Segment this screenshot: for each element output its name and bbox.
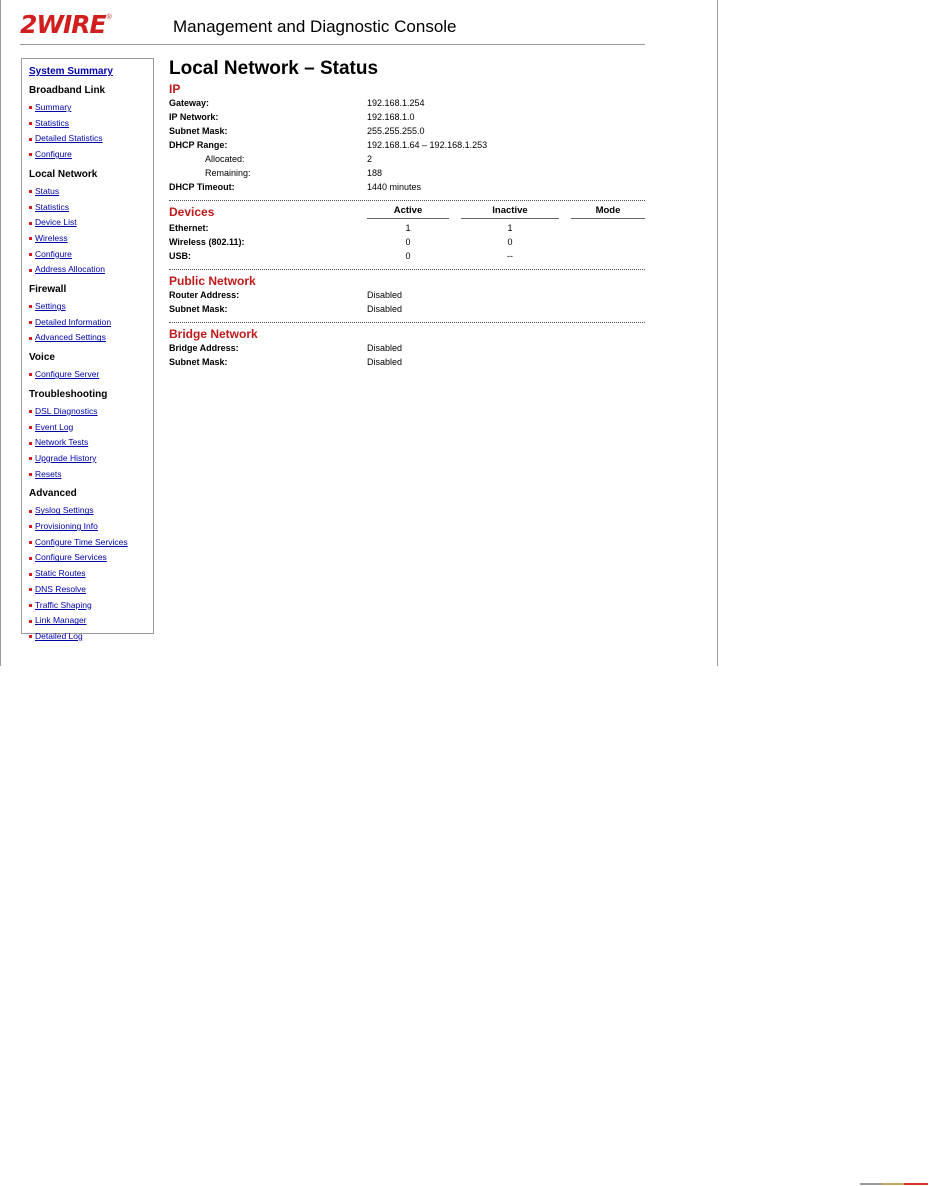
ip-details [169,96,645,194]
bullet-icon [29,557,32,560]
sidebar-section-title: Voice [29,352,55,364]
public-network-details [169,288,645,316]
field-label: DHCP Range: [169,140,228,150]
sidebar-item-link[interactable]: Statistics [35,117,70,128]
sidebar-section-title: Firewall [29,284,67,296]
bullet-icon [29,588,32,591]
sidebar-item [29,299,153,315]
bullet-icon [29,442,32,445]
bullet-icon [29,457,32,460]
sidebar-item-link[interactable]: Configure Services [35,552,107,563]
sidebar-item [29,467,153,483]
bullet-icon [29,269,32,272]
sidebar-item [29,131,153,147]
field-value: Disabled [367,290,403,300]
column-header-inactive: Inactive [461,205,559,219]
sidebar-item [29,550,153,566]
field-label: Allocated: [205,154,245,164]
sidebar-item-link[interactable]: Syslog Settings [35,505,94,516]
bullet-icon [29,138,32,141]
bullet-icon [29,321,32,324]
sidebar-item [29,247,153,263]
detail-row [169,302,645,316]
device-active-count: 0 [405,251,411,261]
bridge-network-details [169,341,645,369]
ip-row [169,180,645,194]
section-title-ip: IP [169,82,181,96]
field-label: Subnet Mask: [169,357,228,367]
bullet-icon [29,573,32,576]
device-type-label: Wireless (802.11): [169,237,245,247]
sidebar-item [29,200,153,216]
sidebar-item-link[interactable]: DNS Resolve [35,583,87,594]
sidebar-item [29,535,153,551]
sidebar-item-link[interactable]: Status [35,185,60,196]
bullet-icon [29,410,32,413]
bullet-icon [29,541,32,544]
sidebar-item-link[interactable]: Configure [35,149,72,160]
detail-row [169,288,645,302]
sidebar-item-link[interactable]: Upgrade History [35,452,97,463]
field-value: 2 [367,154,373,164]
column-header-mode: Mode [571,205,645,219]
sidebar-item [29,582,153,598]
field-value: Disabled [367,357,403,367]
sidebar-section-list [29,299,153,346]
field-label: Router Address: [169,290,240,300]
field-label: IP Network: [169,112,219,122]
sidebar-item-link[interactable]: Provisioning Info [35,521,98,532]
devices-table [169,221,645,263]
section-title-bridge-network: Bridge Network [169,327,258,341]
device-mode [571,249,645,263]
sidebar-section-title: Advanced [29,488,77,500]
sidebar-item-link[interactable]: Event Log [35,421,74,432]
detail-row [169,355,645,369]
bullet-icon [29,190,32,193]
device-inactive-count: 1 [507,223,513,233]
bullet-icon [29,237,32,240]
sidebar-section-list [29,100,153,163]
device-mode [571,235,645,249]
ip-row [169,96,645,110]
sidebar-item [29,215,153,231]
sidebar-item-link[interactable]: Advanced Settings [35,332,106,343]
device-inactive-count: -- [507,251,513,261]
sidebar-section-list [29,184,153,278]
field-value: 188 [367,168,383,178]
sidebar-item [29,315,153,331]
sidebar-item [29,503,153,519]
section-divider [169,322,645,323]
bullet-icon [29,373,32,376]
console-title: Management and Diagnostic Console [173,17,457,36]
field-label: Gateway: [169,98,210,108]
sidebar-item-link[interactable]: Detailed Information [35,316,112,327]
ip-row [169,166,645,180]
section-divider [169,200,645,201]
ip-row [169,138,645,152]
field-value: Disabled [367,343,403,353]
detail-row [169,341,645,355]
sidebar-section-list [29,367,153,383]
bullet-icon [29,222,32,225]
sidebar-item-link[interactable]: Configure Server [35,369,100,380]
main-content [169,58,645,369]
bullet-icon [29,426,32,429]
device-row [169,235,645,249]
console-frame [0,0,718,666]
field-label: Bridge Address: [169,343,239,353]
bullet-icon [29,604,32,607]
section-title-devices: Devices [169,205,215,219]
ip-row [169,110,645,124]
device-inactive-count: 0 [507,237,513,247]
sidebar-item [29,613,153,629]
header-divider [20,44,645,45]
sidebar-item [29,451,153,467]
device-type-label: Ethernet: [169,223,209,233]
sidebar-item-link[interactable]: Settings [35,301,66,312]
sidebar-item [29,566,153,582]
sidebar-item [29,231,153,247]
sidebar-item [29,262,153,278]
sidebar-item-link[interactable]: Static Routes [35,568,86,579]
field-value: 192.168.1.0 [367,112,415,122]
footer-bar-tan [882,1183,904,1185]
sidebar-item [29,100,153,116]
section-title-public-network: Public Network [169,274,256,288]
sidebar-item-link[interactable]: Resets [35,468,62,479]
sidebar-item [29,367,153,383]
field-label: DHCP Timeout: [169,182,235,192]
field-label: Remaining: [205,168,251,178]
sidebar-sections [29,85,153,645]
sidebar-section-title: Troubleshooting [29,388,108,400]
sidebar-item-link[interactable]: Wireless [35,232,68,243]
sidebar-nav [21,58,154,641]
sidebar-item-link[interactable]: Configure Time Services [35,536,128,547]
sidebar-item [29,116,153,132]
ip-row [169,124,645,138]
logo-text: 2WIRE [20,10,106,39]
page-title: Local Network – Status [169,58,379,79]
brand-logo [20,12,112,38]
bullet-icon [29,510,32,513]
device-type-label: USB: [169,251,191,261]
sidebar-link-system-summary[interactable]: System Summary [29,66,113,77]
sidebar-item-link[interactable]: Statistics [35,201,70,212]
bullet-icon [29,473,32,476]
ip-row [169,152,645,166]
device-active-count: 1 [405,223,411,233]
column-header-active: Active [367,205,449,219]
sidebar-item [29,629,153,645]
field-value: 192.168.1.64 – 192.168.1.253 [367,140,488,150]
sidebar-item [29,420,153,436]
sidebar-item-link[interactable]: Detailed Log [35,630,83,641]
sidebar-item [29,404,153,420]
section-divider [169,269,645,270]
device-row [169,249,645,263]
sidebar-item-link[interactable]: Link Manager [35,615,87,626]
sidebar-item-link[interactable]: Configure [35,248,72,259]
sidebar-section-title: Broadband Link [29,85,106,96]
sidebar-item [29,598,153,614]
sidebar-item [29,435,153,451]
bullet-icon [29,635,32,638]
footer-bar-red [904,1183,928,1185]
field-value: 255.255.255.0 [367,126,425,136]
device-mode [571,221,645,235]
bullet-icon [29,153,32,156]
bullet-icon [29,305,32,308]
sidebar-item-link[interactable]: Address Allocation [35,264,105,275]
field-value: Disabled [367,304,403,314]
sidebar-item [29,147,153,163]
sidebar-section-title: Local Network [29,168,98,180]
sidebar-item [29,519,153,535]
footer-bar-gray [860,1183,882,1185]
sidebar-item [29,330,153,346]
sidebar-section-list [29,404,153,483]
sidebar-item-link[interactable]: Device List [35,217,77,228]
sidebar-item-link[interactable]: DSL Diagnostics [35,405,98,416]
sidebar-item [29,184,153,200]
bullet-icon [29,337,32,340]
field-value: 1440 minutes [367,182,422,192]
sidebar-item-link[interactable]: Detailed Statistics [35,133,103,144]
field-label: Subnet Mask: [169,126,228,136]
bullet-icon [29,253,32,256]
bullet-icon [29,106,32,109]
field-value: 192.168.1.254 [367,98,425,108]
sidebar-item-link[interactable]: Traffic Shaping [35,599,92,610]
logo-registered-mark: ® [106,14,112,21]
devices-header [169,205,645,219]
device-active-count: 0 [405,237,411,247]
sidebar-item-link[interactable]: Summary [35,102,72,112]
bullet-icon [29,620,32,623]
device-row [169,221,645,235]
field-label: Subnet Mask: [169,304,228,314]
sidebar-section-list [29,503,153,644]
sidebar-item-link[interactable]: Network Tests [35,437,89,448]
bullet-icon [29,122,32,125]
bullet-icon [29,525,32,528]
bullet-icon [29,206,32,209]
